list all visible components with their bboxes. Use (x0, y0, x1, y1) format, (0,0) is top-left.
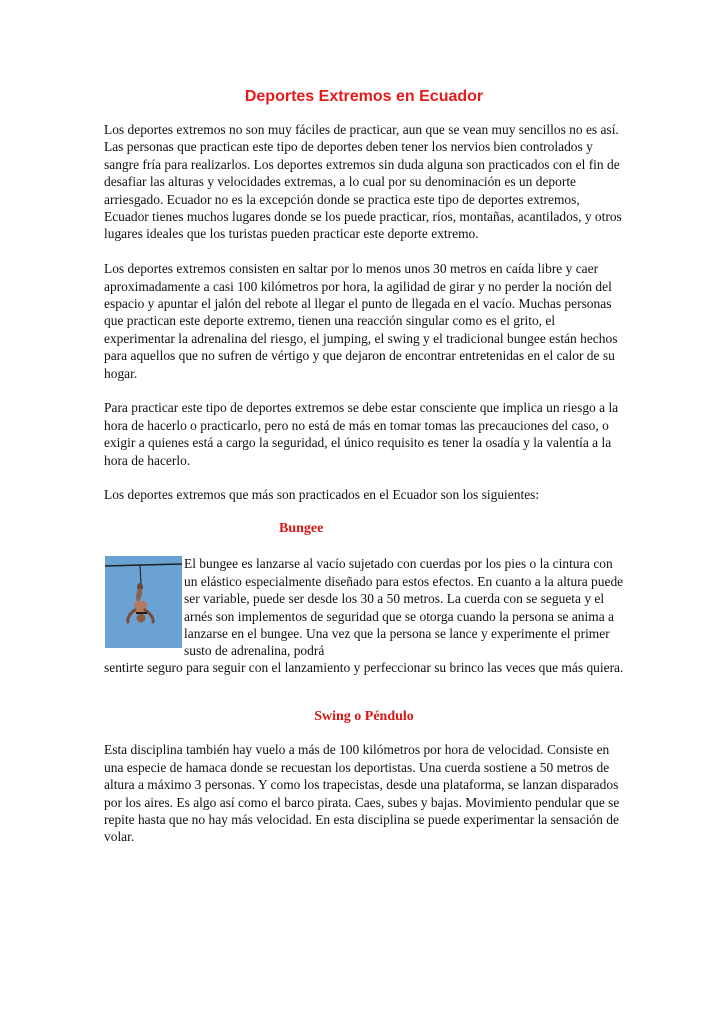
jumper-head (137, 614, 146, 623)
swing-paragraph: Esta disciplina también hay vuelo a más de 100 kilómetros por hora de velocidad. Consiste en una especie de hamaca donde se recuestan los deportistas. Una cuerda sostiene a 50 metros de altura a máximo 3 personas. Y como los trapecistas, desde una plataforma, se lanzan disparados por los aires. Es algo así como el barco pirata. Caes, subes y bajas. Movimiento pendular que se repite hasta que no hay más velocidad. En esta disciplina se puede experimentar la sensación de volar. (104, 742, 620, 845)
swing-heading: Swing o Péndulo (314, 709, 414, 725)
bungee-tail-text: sentirte seguro para seguir con el lanzamiento y perfeccionar su brinco las veces que más quiera. (104, 660, 624, 676)
sport-description-paragraph: Los deportes extremos consisten en saltar por lo menos unos 30 metros en caída libre y caer aproximadamente a casi 100 kilómetros por hora, la agilidad de girar y no perder la noción del espacio y apuntar el jalón del rebote al llegar el punto de llegada en el vacío. Muchas personas que practican este deporte extremo, tienen una reacción singular como es el grito, el experimentar la adrenalina del riesgo, el jumping, el swing y el tradicional bungee están hechos para aquellos que no sufren de vértigo y que dejaron de encontrar entretenidas en el calor de su hogar. (104, 261, 618, 381)
bungee-photo (105, 556, 182, 648)
intro-paragraph: Los deportes extremos no son muy fáciles de practicar, aun que se vean muy sencillos no es así. Las personas que practican este tipo de deportes deben tener los nervios bien controlados y sangre fría para realizarlos. Los deportes extremos sin duda alguna son practicados con el fin de desafiar las alturas y velocidades extremas, a lo cual por su denominación es un deporte arriesgado. Ecuador no es la excepción donde se practica este tipo de deportes extremos, Ecuador tienes muchos lugares donde se los puede practicar, ríos, montañas, acantilados, y otros lugares ideales que los turistas pueden practicar este deporte extremo. (104, 122, 622, 242)
bungee-section (104, 556, 624, 693)
list-intro-paragraph: Los deportes extremos que más son practicados en el Ecuador son los siguientes: (104, 487, 540, 503)
bungee-heading: Bungee (279, 521, 324, 537)
page-title: Deportes Extremos en Ecuador (244, 88, 484, 105)
bungee-jumper-photo-icon (105, 556, 182, 648)
bungee-wrapped-text: El bungee es lanzarse al vacío sujetado con cuerdas por los pies o la cintura con un elástico especialmente diseñado para estos efectos. En cuanto a la altura puede ser variable, puede ser desde los 30 a 50 metros. La cuerda con se segueta y el arnés son implementos de seguridad que se otorga cuando la persona se anima a lanzarse en el bungee. Una vez que la persona se lance y experimente el primer susto de adrenalina, podrá (184, 556, 624, 659)
safety-paragraph: Para practicar este tipo de deportes extremos se debe estar consciente que implica un riesgo a la hora de hacerlo o practicarlo, pero no está de más en tomar tomas las precauciones del caso, o exigir a quienes está a cargo la seguridad, el único requisito es tener la osadía y la valentía a la hora de hacerlo. (104, 400, 619, 468)
